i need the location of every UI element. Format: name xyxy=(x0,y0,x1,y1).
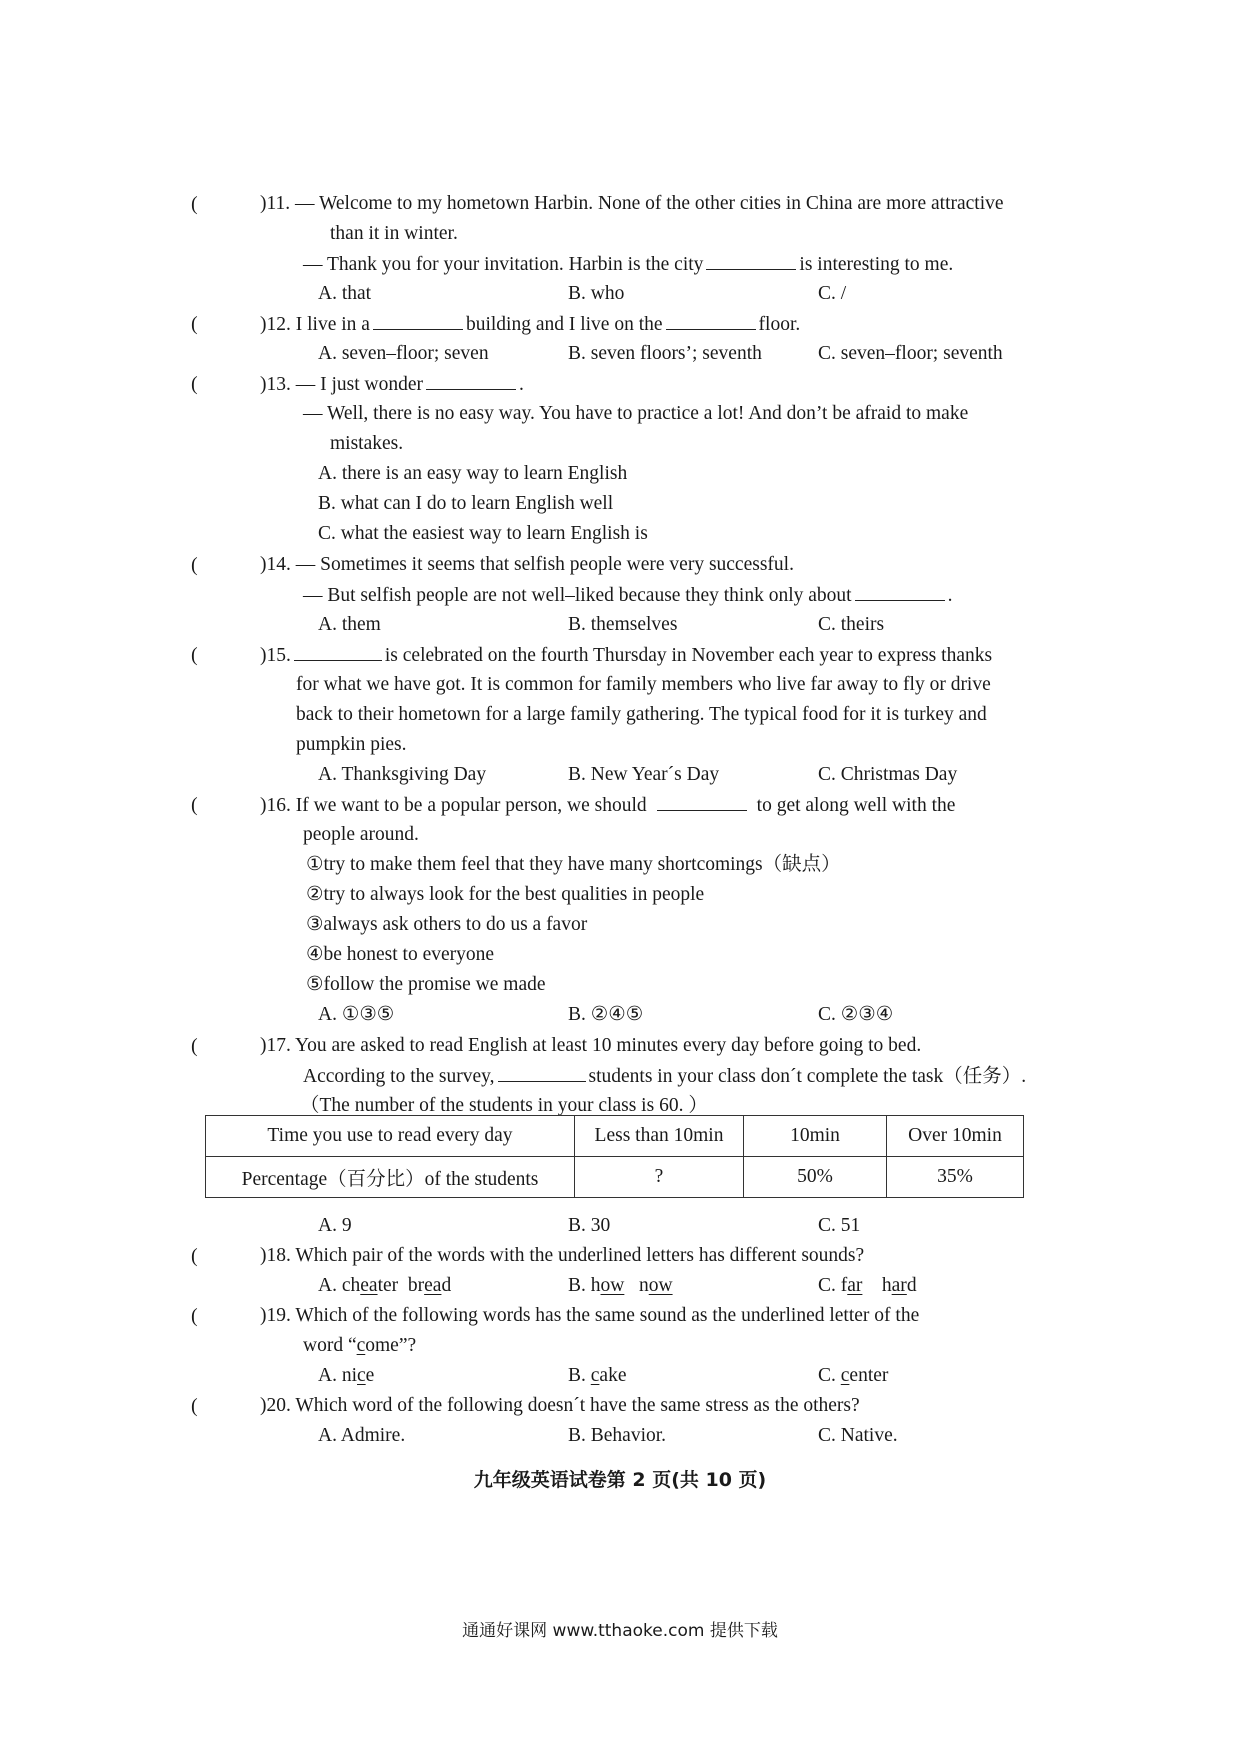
q12-text: )12. I live in a xyxy=(260,314,370,335)
q13-option-c: C. what the easiest way to learn English is xyxy=(318,523,648,544)
q12-option-a: A. seven–floor; seven xyxy=(318,343,489,364)
option-text: ake xyxy=(599,1365,627,1386)
site-credit: 通通好课网 www.tthaoke.com 提供下载 xyxy=(462,1621,778,1641)
q19-option-b xyxy=(568,1363,626,1389)
q14-option-c: C. theirs xyxy=(818,614,885,635)
underlined-letters: c xyxy=(840,1365,850,1386)
underlined-letters: ow xyxy=(600,1275,625,1296)
q11-stem-cont: than it in winter. xyxy=(330,223,458,244)
option-text: A. ch xyxy=(318,1275,361,1296)
q16-option-c: C. ②③④ xyxy=(818,1004,894,1025)
q11-reply xyxy=(303,251,953,278)
q17-text-end: students in your class don´t complete the task（任务）. xyxy=(588,1066,1027,1087)
q15-option-a: A. Thanksgiving Day xyxy=(318,764,487,785)
answer-blank xyxy=(657,792,747,811)
option-text: n xyxy=(624,1275,649,1296)
q15-text-3: back to their hometown for a large family gathering. The typical food for it is turkey and xyxy=(296,704,987,725)
table-cell: Time you use to read every day xyxy=(206,1116,575,1157)
q14-option-a: A. them xyxy=(318,614,381,635)
q15-stem xyxy=(260,642,992,669)
q20-option-a: A. Admire. xyxy=(318,1425,406,1446)
q16-text-2: people around. xyxy=(303,824,419,845)
q15-text: is celebrated on the fourth Thursday in November each year to express thanks xyxy=(384,645,993,666)
table-cell: Percentage（百分比）of the students xyxy=(206,1157,575,1198)
q18-option-a xyxy=(318,1273,451,1299)
q18-option-c xyxy=(818,1273,917,1299)
underlined-letters: c xyxy=(590,1365,600,1386)
option-text: A. ni xyxy=(318,1365,357,1386)
q18-option-b xyxy=(568,1273,673,1299)
q17-option-c: C. 51 xyxy=(818,1215,861,1236)
q16-item-1: ①try to make them feel that they have many shortcomings（缺点） xyxy=(306,854,841,875)
option-text: B. xyxy=(568,1365,591,1386)
q14-reply-text: — But selfish people are not well–liked because they think only about xyxy=(303,585,852,606)
q19-text-end: ome”? xyxy=(365,1335,417,1356)
answer-blank xyxy=(706,251,796,270)
q14-reply-end: . xyxy=(947,585,953,606)
q16-item-2: ②try to always look for the best qualities in people xyxy=(306,884,705,905)
answer-blank xyxy=(294,642,382,661)
underlined-letters: ow xyxy=(648,1275,673,1296)
q11-stem: )11. — Welcome to my hometown Harbin. None of the other cities in China are more attractive xyxy=(260,193,1004,214)
answer-blank xyxy=(426,371,516,390)
q16-item-5: ⑤follow the promise we made xyxy=(306,974,546,995)
q20-option-b: B. Behavior. xyxy=(568,1425,667,1446)
q15-option-c: C. Christmas Day xyxy=(818,764,958,785)
underlined-letters: c xyxy=(356,1335,366,1356)
answer-blank xyxy=(373,311,463,330)
answer-paren: ( xyxy=(191,313,198,335)
answer-blank xyxy=(498,1063,586,1082)
q19-option-c xyxy=(818,1363,888,1389)
option-text: d xyxy=(441,1275,452,1296)
answer-blank xyxy=(855,582,945,601)
underlined-letters: ar xyxy=(847,1275,863,1296)
q17-text-2 xyxy=(303,1063,1026,1090)
q15-option-b: B. New Year´s Day xyxy=(568,764,720,785)
answer-paren: ( xyxy=(191,1245,198,1267)
q12-stem xyxy=(260,311,800,338)
answer-paren: ( xyxy=(191,554,198,576)
answer-paren: ( xyxy=(191,1305,198,1327)
q14-option-b: B. themselves xyxy=(568,614,678,635)
q12-option-b: B. seven floors’; seventh xyxy=(568,343,762,364)
answer-paren: ( xyxy=(191,1035,198,1057)
option-text: e xyxy=(365,1365,375,1386)
q16-option-b: B. ②④⑤ xyxy=(568,1004,644,1025)
q20-option-c: C. Native. xyxy=(818,1425,898,1446)
q17-option-b: B. 30 xyxy=(568,1215,611,1236)
option-text: C. xyxy=(818,1365,841,1386)
answer-paren: ( xyxy=(191,1395,198,1417)
table-row xyxy=(206,1116,1024,1157)
q18-stem: )18. Which pair of the words with the underlined letters has different sounds? xyxy=(260,1245,865,1266)
answer-paren: ( xyxy=(191,644,198,666)
q11-reply-text-end: is interesting to me. xyxy=(799,254,954,275)
table-cell: Over 10min xyxy=(887,1116,1024,1157)
q19-text: word “ xyxy=(303,1335,357,1356)
option-text: C. f xyxy=(818,1275,848,1296)
q20-stem: )20. Which word of the following doesn´t have the same stress as the others? xyxy=(260,1395,860,1416)
option-text: enter xyxy=(849,1365,889,1386)
underlined-letters: ar xyxy=(891,1275,907,1296)
q15-text-2: for what we have got. It is common for family members who live far away to fly or drive xyxy=(296,674,991,695)
q16-text: )16. If we want to be a popular person, we should xyxy=(260,795,647,816)
q16-stem xyxy=(260,792,955,819)
q17-text: According to the survey, xyxy=(303,1066,495,1087)
answer-paren: ( xyxy=(191,193,198,215)
q11-reply-text: — Thank you for your invitation. Harbin is the city xyxy=(303,254,704,275)
q13-stem xyxy=(260,371,524,398)
answer-paren: ( xyxy=(191,794,198,816)
q12-text-end: floor. xyxy=(758,314,801,335)
q13-option-b: B. what can I do to learn English well xyxy=(318,493,614,514)
q19-stem: )19. Which of the following words has the same sound as the underlined letter of the xyxy=(260,1305,920,1326)
survey-table xyxy=(205,1115,1024,1198)
q12-option-c: C. seven–floor; seventh xyxy=(818,343,1003,364)
table-cell: 35% xyxy=(887,1157,1024,1198)
q14-reply xyxy=(303,582,952,609)
table-cell: Less than 10min xyxy=(575,1116,744,1157)
q13-text: )13. — I just wonder xyxy=(260,374,424,395)
answer-blank xyxy=(666,311,756,330)
q13-reply-cont: mistakes. xyxy=(330,433,404,454)
q19-text-2 xyxy=(303,1333,416,1359)
q14-stem: )14. — Sometimes it seems that selfish people were very successful. xyxy=(260,554,794,575)
table-cell: ? xyxy=(575,1157,744,1198)
table-row xyxy=(206,1157,1024,1198)
q15-number: )15. xyxy=(260,645,291,666)
q16-text-end: to get along well with the xyxy=(756,795,956,816)
q17-stem: )17. You are asked to read English at least 10 minutes every day before going to bed. xyxy=(260,1035,922,1056)
option-text: B. h xyxy=(568,1275,601,1296)
q16-item-3: ③always ask others to do us a favor xyxy=(306,914,588,935)
option-text: d xyxy=(906,1275,917,1296)
underlined-letters: ea xyxy=(360,1275,378,1296)
q19-option-a xyxy=(318,1363,374,1389)
underlined-letters: c xyxy=(357,1365,366,1386)
page-footer: 九年级英语试卷第 2 页(共 10 页) xyxy=(473,1469,767,1491)
table-cell: 50% xyxy=(744,1157,887,1198)
option-text: h xyxy=(862,1275,892,1296)
q16-option-a: A. ①③⑤ xyxy=(318,1004,395,1025)
q16-item-4: ④be honest to everyone xyxy=(306,944,495,965)
q17-option-a: A. 9 xyxy=(318,1215,352,1236)
option-text: ter br xyxy=(377,1275,425,1296)
q17-text-3: （The number of the students in your class is 60. ） xyxy=(300,1095,708,1116)
q13-reply: — Well, there is no easy way. You have to practice a lot! And don’t be afraid to make xyxy=(303,403,969,424)
q13-option-a: A. there is an easy way to learn English xyxy=(318,463,628,484)
q12-text-mid: building and I live on the xyxy=(465,314,663,335)
q15-text-4: pumpkin pies. xyxy=(296,734,407,755)
table-cell: 10min xyxy=(744,1116,887,1157)
q11-option-a: A. that xyxy=(318,283,372,304)
q13-text-end: . xyxy=(519,374,524,395)
answer-paren: ( xyxy=(191,373,198,395)
q11-option-c: C. / xyxy=(818,283,847,304)
underlined-letters: ea xyxy=(424,1275,442,1296)
q11-option-b: B. who xyxy=(568,283,625,304)
